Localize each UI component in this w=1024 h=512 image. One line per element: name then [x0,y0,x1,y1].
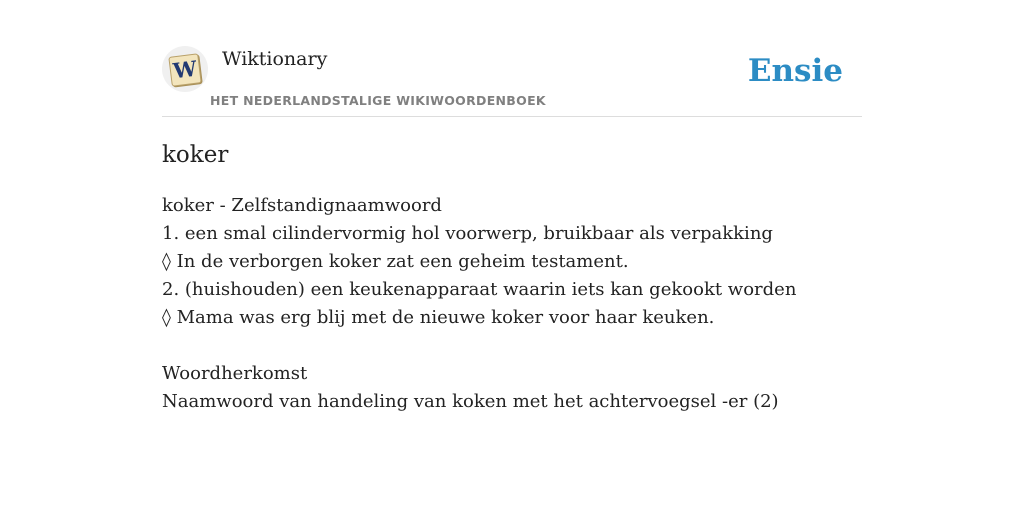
section-spacer [162,332,862,360]
page-title: koker [162,142,229,168]
site-tagline: HET NEDERLANDSTALIGE WIKIWOORDENBOEK [210,93,546,108]
logo-tile [168,53,201,86]
site-name[interactable]: Wiktionary [222,48,328,70]
definition-2: 2. (huishouden) een keukenapparaat waarin iets kan gekookt worden [162,279,797,300]
ensie-brand-link[interactable]: Ensie [747,53,843,89]
definition-1: 1. een smal cilindervormig hol voorwerp, bruikbaar als verpakking [162,223,773,244]
logo-letter: W [171,55,199,84]
example-2: ◊ Mama was erg blij met de nieuwe koker voor haar keuken. [162,307,715,328]
part-of-speech-line: koker - Zelfstandignaamwoord [162,195,442,216]
site-header [162,44,862,117]
entry-content [162,192,862,416]
etymology-text: Naamwoord van handeling van koken met het achtervoegsel -er (2) [162,391,779,412]
wiktionary-logo-icon[interactable] [162,46,208,92]
example-1: ◊ In de verborgen koker zat een geheim testament. [162,251,629,272]
etymology-heading: Woordherkomst [162,363,308,384]
